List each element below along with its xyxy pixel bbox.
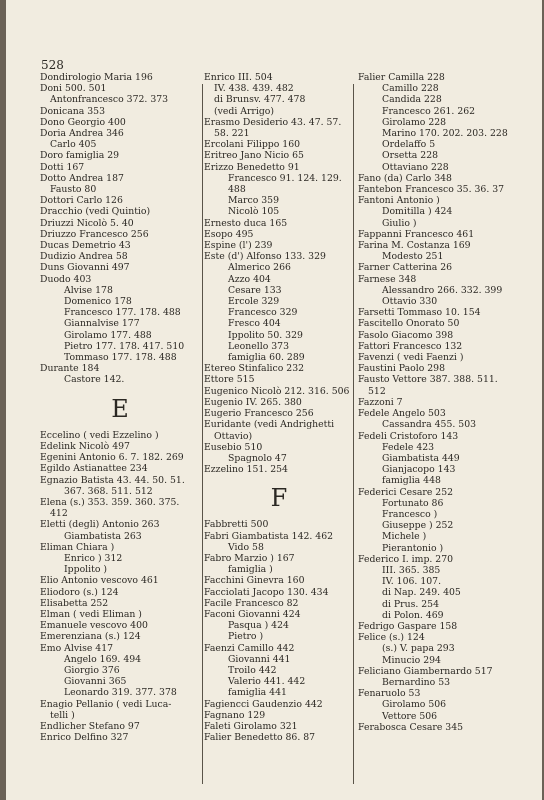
- index-entry: Fedele 423: [382, 441, 435, 453]
- index-entry: Doro famiglia 29: [40, 150, 120, 162]
- index-entry: (s.) V. papa 293: [382, 643, 455, 655]
- page-number: 528: [41, 58, 64, 72]
- index-entry: Ezzelino 151. 254: [204, 464, 288, 476]
- index-entry: Enagio Pellanio ( vedi Luca-: [40, 698, 172, 710]
- index-entry: Driuzzi Nicolò 5. 40: [40, 217, 134, 229]
- index-entry: Fausto 80: [50, 184, 97, 196]
- index-entry: Ettore 515: [204, 374, 255, 386]
- index-entry: Donicana 353: [40, 105, 105, 117]
- index-entry: Orsetta 228: [382, 150, 439, 162]
- index-column-1: [40, 72, 200, 743]
- index-entry: Driuzzo Francesco 256: [40, 228, 149, 240]
- section-letter-e: E: [111, 394, 129, 423]
- index-entry: Feliciano Giambernardo 517: [358, 665, 493, 677]
- index-entry: Valerio 441. 442: [228, 676, 306, 688]
- index-entry: Castore 142.: [64, 374, 125, 386]
- index-entry: Eletti (degli) Antonio 263: [40, 519, 160, 531]
- entries-f-continued: [358, 72, 528, 733]
- index-entry: Espine (l') 239: [204, 240, 273, 252]
- index-entry: Fedeli Cristoforo 143: [358, 430, 459, 442]
- index-entry: Faconi Giovanni 424: [204, 608, 301, 620]
- index-entry: Elio Antonio vescovo 461: [40, 575, 159, 587]
- index-entry: Girolamo 177. 488: [64, 329, 152, 341]
- index-entry: Emerenziana (s.) 124: [40, 631, 141, 643]
- index-entry: Fabri Giambatista 142. 462: [204, 530, 334, 542]
- index-entry: Giambatista 449: [382, 452, 460, 464]
- index-entry: famiglia 60. 289: [228, 352, 305, 364]
- entries-f: [204, 519, 354, 743]
- index-entry: Duns Giovanni 497: [40, 262, 130, 274]
- index-entry: Ippolito ): [64, 564, 108, 576]
- index-entry: Girolamo 228: [382, 116, 447, 128]
- index-entry: Fabro Marzio ) 167: [204, 552, 295, 564]
- index-entry: Egildo Astianattee 234: [40, 463, 148, 475]
- index-entry: Eugenico Nicolò 212. 316. 506: [204, 385, 350, 397]
- index-entry: Fedrigo Gaspare 158: [358, 620, 458, 632]
- index-entry: Farina M. Costanza 169: [358, 240, 471, 252]
- index-entry: (vedi Arrigo): [214, 105, 275, 117]
- index-entry: Ottaviano 228: [382, 161, 449, 173]
- index-entry: Farsetti Tommaso 10. 154: [358, 307, 481, 319]
- index-entry: Egnazio Batista 43. 44. 50. 51.: [40, 474, 185, 486]
- index-entry: Giuseppe ) 252: [382, 520, 454, 532]
- index-entry: Francesco 261. 262: [382, 105, 476, 117]
- index-entry: Fagiencci Gaudenzio 442: [204, 698, 323, 710]
- index-entry: Giulio ): [382, 217, 417, 229]
- index-entry: Facchini Ginevra 160: [204, 575, 305, 587]
- index-entry: Giannalvise 177: [64, 318, 140, 330]
- index-entry: Spagnolo 47: [228, 452, 287, 464]
- index-entry: di Brunsv. 477. 478: [214, 94, 306, 106]
- index-entry: Enrico III. 504: [204, 72, 273, 83]
- index-entry: Francesco 329: [228, 307, 298, 319]
- index-entry: Farner Catterina 26: [358, 262, 453, 274]
- index-entry: Almerico 266: [228, 262, 291, 274]
- index-entry: III. 365. 385: [382, 564, 441, 576]
- index-entry: Alessandro 266. 332. 399: [382, 284, 503, 296]
- index-entry: Eugerio Francesco 256: [204, 408, 314, 420]
- index-entry: famiglia ): [228, 564, 273, 576]
- index-entry: Azzo 404: [228, 273, 271, 285]
- index-entry: Durante 184: [40, 363, 100, 375]
- entries-e-continued: [204, 72, 354, 475]
- index-entry: Leonello 373: [228, 340, 290, 352]
- index-entry: Dono Georgio 400: [40, 116, 126, 128]
- index-entry: Pietro 177. 178. 417. 510: [64, 340, 185, 352]
- index-entry: Giovanni 365: [64, 676, 127, 688]
- index-entry: Ordelaffo 5: [382, 139, 436, 151]
- index-entry: Euridante (vedi Andrighetti: [204, 419, 335, 431]
- index-entry: 58. 221: [214, 128, 250, 140]
- index-entry: Camillo 228: [382, 83, 439, 95]
- index-entry: Fazzoni 7: [358, 396, 403, 408]
- index-entry: Doria Andrea 346: [40, 128, 124, 140]
- index-entry: Fedele Angelo 503: [358, 408, 446, 420]
- index-entry: Enrico Delfino 327: [40, 732, 129, 744]
- index-entry: Tommaso 177. 178. 488: [64, 352, 177, 364]
- index-entry: Federici Cesare 252: [358, 486, 454, 498]
- index-entry: Federico I. imp. 270: [358, 553, 454, 565]
- index-entry: Pietro ): [228, 631, 264, 643]
- index-entry: Fascitello Onorato 50: [358, 318, 460, 330]
- index-entry: Ducas Demetrio 43: [40, 240, 131, 252]
- index-entry: Favenzi ( vedi Faenzi ): [358, 352, 464, 364]
- index-entry: Edelink Nicolò 497: [40, 440, 130, 452]
- index-entry: Vido 58: [228, 541, 264, 553]
- index-entry: Endlicher Stefano 97: [40, 720, 140, 732]
- index-entry: Ottavio): [214, 430, 253, 442]
- index-entry: Eliodoro (s.) 124: [40, 586, 119, 598]
- index-entry: Carlo 405: [50, 139, 97, 151]
- index-entry: Fantoni Antonio ): [358, 195, 440, 207]
- index-entry: Pasqua ) 424: [228, 620, 289, 632]
- index-entry: Vettore 506: [382, 710, 438, 722]
- index-entry: Fagnano 129: [204, 709, 266, 721]
- index-entry: Emanuele vescovo 400: [40, 620, 148, 632]
- index-entry: Candida 228: [382, 94, 442, 106]
- index-entry: Modesto 251: [382, 251, 444, 263]
- index-entry: Marco 359: [228, 195, 280, 207]
- index-entry: famiglia 448: [382, 475, 441, 487]
- index-entry: Giambatista 263: [64, 530, 142, 542]
- index-entry: 412: [50, 508, 68, 520]
- index-entry: Giovanni 441: [228, 653, 291, 665]
- entries-d: [40, 72, 200, 386]
- index-entry: Francesco ): [382, 508, 438, 520]
- index-entry: Fasolo Giacomo 398: [358, 329, 454, 341]
- index-entry: 367. 368. 511. 512: [64, 485, 153, 497]
- book-page: [6, 0, 542, 800]
- index-entry: Ercolani Filippo 160: [204, 139, 301, 151]
- index-entry: Francesco 91. 124. 129.: [228, 172, 342, 184]
- index-entry: di Prus. 254: [382, 598, 439, 610]
- index-entry: Ottavio 330: [382, 296, 438, 308]
- index-entry: telli ): [50, 709, 75, 721]
- index-entry: Erizzo Benedetto 91: [204, 161, 300, 173]
- index-entry: Doni 500. 501: [40, 83, 107, 95]
- index-entry: IV. 438. 439. 482: [214, 83, 294, 95]
- index-entry: Dotti 167: [40, 161, 85, 173]
- index-entry: Minucio 294: [382, 654, 441, 666]
- index-entry: Facciolati Jacopo 130. 434: [204, 586, 329, 598]
- index-entry: Leonardo 319. 377. 378: [64, 687, 177, 699]
- index-entry: Este (d') Alfonso 133. 329: [204, 251, 326, 263]
- index-entry: Dottori Carlo 126: [40, 195, 123, 207]
- index-entry: Falier Benedetto 86. 87: [204, 732, 316, 744]
- index-entry: Ercole 329: [228, 296, 280, 308]
- index-entry: Dotto Andrea 187: [40, 172, 124, 184]
- index-entry: Faleti Girolamo 321: [204, 720, 298, 732]
- index-entry: 488: [228, 184, 246, 196]
- index-entry: Antonfrancesco 372. 373: [50, 94, 169, 106]
- index-entry: Erasmo Desiderio 43. 47. 57.: [204, 116, 342, 128]
- index-entry: Etereo Stinfalico 232: [204, 363, 305, 375]
- index-entry: Eliman Chiara ): [40, 541, 115, 553]
- index-column-2: [204, 72, 354, 743]
- index-entry: Eccelino ( vedi Ezzelino ): [40, 429, 159, 441]
- index-entry: Esopo 495: [204, 228, 254, 240]
- index-entry: Elman ( vedi Eliman ): [40, 608, 142, 620]
- index-entry: Falier Camilla 228: [358, 72, 445, 83]
- index-entry: Ferabosca Cesare 345: [358, 721, 464, 733]
- index-entry: Emo Alvise 417: [40, 642, 114, 654]
- index-entry: Giorgio 376: [64, 664, 120, 676]
- index-entry: Ernesto duca 165: [204, 217, 288, 229]
- index-entry: Alvise 178: [64, 284, 113, 296]
- index-entry: Egenini Antonio 6. 7. 182. 269: [40, 452, 184, 464]
- index-entry: Angelo 169. 494: [64, 653, 142, 665]
- index-entry: IV. 106. 107.: [382, 576, 442, 588]
- index-entry: Elena (s.) 353. 359. 360. 375.: [40, 496, 180, 508]
- index-entry: Eritreo Jano Nicio 65: [204, 150, 304, 162]
- index-entry: Bernardino 53: [382, 676, 451, 688]
- index-entry: Fabbretti 500: [204, 519, 269, 531]
- index-entry: Domenico 178: [64, 296, 132, 308]
- index-entry: Nicolò 105: [228, 206, 280, 218]
- index-entry: Girolamo 506: [382, 699, 447, 711]
- index-entry: Troilo 442: [228, 664, 277, 676]
- index-entry: Francesco 177. 178. 488: [64, 307, 181, 319]
- index-entry: Faenzi Camillo 442: [204, 642, 295, 654]
- index-entry: Dudizio Andrea 58: [40, 251, 128, 263]
- index-entry: Eugenio IV. 265. 380: [204, 396, 302, 408]
- index-entry: Eusebio 510: [204, 441, 263, 453]
- index-entry: Cassandra 455. 503: [382, 419, 477, 431]
- index-entry: famiglia 441: [228, 687, 287, 699]
- column-rule-left: [202, 84, 203, 784]
- index-entry: Michele ): [382, 531, 427, 543]
- index-entry: Domitilla ) 424: [382, 206, 453, 218]
- index-entry: Ippolito 50. 329: [228, 329, 303, 341]
- index-entry: Dondirologio Maria 196: [40, 72, 153, 83]
- index-entry: Farnese 348: [358, 273, 417, 285]
- index-entry: Dracchio (vedi Quintio): [40, 206, 151, 218]
- index-entry: Fresco 404: [228, 318, 281, 330]
- section-letter-f: F: [270, 484, 288, 513]
- entries-e: [40, 430, 200, 744]
- index-entry: Fattori Francesco 132: [358, 340, 463, 352]
- index-entry: Fortunato 86: [382, 497, 444, 509]
- index-entry: di Nap. 249. 405: [382, 587, 461, 599]
- index-entry: Fausto Vettore 387. 388. 511.: [358, 374, 498, 386]
- index-entry: Cesare 133: [228, 284, 282, 296]
- index-entry: Pierantonio ): [382, 542, 444, 554]
- index-entry: Fenaruolo 53: [358, 688, 421, 700]
- index-entry: di Polon. 469: [382, 609, 444, 621]
- index-entry: Felice (s.) 124: [358, 632, 425, 644]
- index-entry: Fantebon Francesco 35. 36. 37: [358, 184, 505, 196]
- index-column-3: [358, 72, 528, 733]
- index-entry: Fappanni Francesco 461: [358, 228, 475, 240]
- index-entry: Enrico ) 312: [64, 552, 123, 564]
- index-entry: Duodo 403: [40, 273, 92, 285]
- index-entry: Faustini Paolo 298: [358, 363, 445, 375]
- index-entry: 512: [368, 385, 386, 397]
- index-entry: Gianjacopo 143: [382, 464, 456, 476]
- index-entry: Marino 170. 202. 203. 228: [382, 128, 508, 140]
- index-entry: Fano (da) Carlo 348: [358, 172, 452, 184]
- index-entry: Facile Francesco 82: [204, 597, 299, 609]
- index-entry: Elisabetta 252: [40, 597, 109, 609]
